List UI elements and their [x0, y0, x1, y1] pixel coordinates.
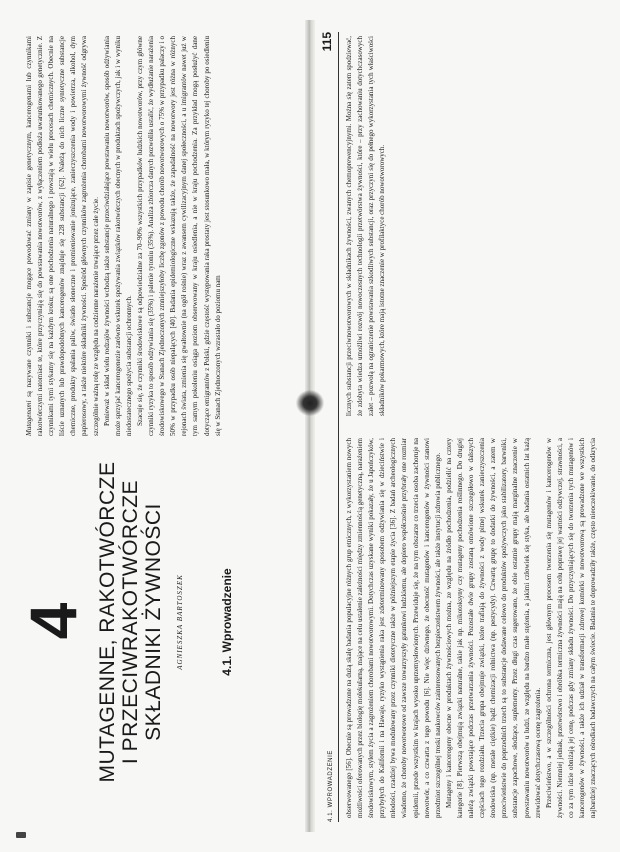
right-page: [318, 24, 610, 828]
chapter-title-line: I PRZECIWRAKOTWÓRCZE: [119, 479, 142, 765]
running-head: [322, 32, 339, 822]
book-gutter: [305, 20, 315, 832]
scan-corner-mark: [16, 832, 26, 838]
chapter-title-line: SKŁADNIKI ŻYWNOŚCI: [142, 503, 165, 741]
body-paragraph: obserwowanego [56]. Obecnie są prowadzone na dużą skalę badania populacyjne różnych grup etnicznych, z wykorzystaniem nowych możliwości oferowanych przez biologię molekularną, mające na celu ustalenie zależności między zmiennością genetyczną, narażeniem środowiskowym, stylem życia a zagrożeniem chorobami nowotworowymi. Dotychczas uzyskane wyniki pokazały, że u Japończyków, przybyłych do Kalifornii i na Hawaje, ryzyko wystąpienia raka jest zdeterminowany sposobem odżywiania się w dzieciństwie i młodości, rzadziej bywa modulowany przez czynniki dietetyczne także w późniejszym etapie życia [36]. Z badań archeologicznych wiadomo, że choroby nowotworowe od zawsze towarzyszyły gatunkowi ludzkiemu, ale dopiero współcześnie przybrały one rozmiar epidemii, przede wszystkim w krajach wysoko uprzemysłowionych. Przewiduje się, że na tym obszarze co trzecia osoba zachoruje na nowotwór, a co czwarta z tego powodu [6]. Nie więc dziwnego, że obecność mutagenów i kancerogenów w żywności stanowi przedmiot szczególnej troski naukowców zainteresowanych bezpieczeństwem żywności, ale także instytucji zdrowia publicznego.: [345, 438, 442, 818]
left-page: [14, 24, 306, 828]
section-heading: 4.1. Wprowadzenie: [220, 568, 234, 676]
chapter-header: [14, 452, 306, 812]
chapter-author: AGNIESZKA BARTOSZEK: [176, 574, 184, 670]
right-body-text: [344, 36, 606, 818]
term-emphasis: Mutagenami: [25, 400, 33, 436]
chapter-number: 4: [16, 604, 90, 640]
body-paragraph: [135, 36, 224, 436]
body-paragraph: Przeciwieństwo, a w szczególności ochrona termiczna, jest głównym procesem tworzenia się mutagenów i kancerogenów w żywności. Niemniej jednak, przetwórstwo i obróbka termiczna żywności mają na celu poprawę jej wartości odżywczej, strawności, a co za tym idzie obniżają jej cenę, podczas gdy zmiany składu żywności. Do przyczyniających się do tworzenia tych mutagenów i kancerogenów w żywności, a także ich udział w transformacji zdrowej komórki w nowotworową są prowadzone we wszystkich najbardziej znaczących ośrodkach badawczych na całym świecie. Badania te doprowadziły także, często nieoczekiwanie, do odkrycia licznych substancji przeciwnowotworowych w składnikach żywności, zwanych chemoprewencyjnymi. Można się zatem spodziewać, że zdobyta wiedza umożliwi rozwój nowoczesnych technologii przetwórstwa żywności, które – przy zachowaniu dotychczasowych zalet – pozwolą na ograniczenie powstawania szkodliwych substancji, oraz przyczyni się do pełnego wykorzystania tych właściwości składników pokarmowych, które mają istotne znaczenie w profilaktyce chorób nowotworowych.: [345, 36, 598, 818]
left-body-text: [24, 36, 300, 436]
running-head-title: 4.1. WPROWADZENIE: [328, 750, 334, 822]
paragraph-text: Ponieważ w skład wielu rodzajów żywności wchodzą także substancje przeciwdziałające powstawaniu nowotworów, sposób odżywiania może sprzyjać kancerogenezie zarówno wskutek spożywania związków rakotwórczych obecnych w produktach spożywczych, jak i w wyniku niedostatecznego spożycia substancji ochronnych.: [102, 36, 133, 436]
paragraph-text: są nazywane czynniki i substancje mogące powodować zmiany w zapisie genetycznym, kancerogenami lub czynnikami rakotwórczymi natomiast te, które przyczyniają się do powstawania nowotworów, z wyłączeniem podłoża uwarunkowanego genetycznie. Z czynnikami tymi stykamy się na każdym kroku; są one pochodzenia naturalnego i powstają w wielu procesach chemicznych. Obecnie na liście uznanych lub prawdopodobnych kancerogenów znajduje się 228 substancji [62]. Należą do nich liczne syntetyczne substancje chemiczne, produkty spalania paliw, światło słoneczne i promieniowanie jonizujące, zanieczyszczenia wody i powietrza, alkohol, dym papierosowy, a także niektóre składniki żywności. Spośród głównych czynników zagrożenia chorobami nowotworowymi żywność odgrywa szczególnie ważną rolę ze względu na codzienne narażenie trwające przez całe życie.: [25, 36, 100, 436]
chapter-title-line: MUTAGENNE, RAKOTWÓRCZE: [96, 461, 119, 783]
body-paragraph: Mutageny i kancerogeny obecne w produktach żywnościowych można, ze względu na źródło pochodzenia, podzielić na cztery kategorie [8]. Pierwszą obejmują związki naturalne, takie jak np. mikotoksyny czy mutageny pochodzenia roślinnego. Do drugiej należą związki powstające podczas przetwarzania żywności. Pozostałe dwie grupy zostaną omówione szczegółowo w dalszych częściach tego rozdziału. Trzecia grupa obejmuje związki, które trafiają do żywności z wody pitnej wskutek zanieczyszczenia środowiska (np. metale ciężkie) bądź chemizacji rolnictwa (np. pestycydy). Czwartą grupę to dodatki do żywności, a zatem w przeciwieństwie do poprzednich trzech są to substancje dodawane celowo do produktów spożywczych jako stabilizatory, barwniki, substancje zapachowe, słodzące, suplementy. Przez długi czas sugerowano, że obie ostatnie grupy mają marginalne znaczenie w powstawaniu nowotworów u ludzi, ze względu na bardzo małe stężenia, a jakimi człowiek się styka, ale badania ostatnich lat każą zrewidować dotychczasową ocenę zagrożenia.: [444, 438, 542, 818]
paragraph-text: Szacuje się, że czynniki środowiskowe są odpowiedzialne za 70–90% wszystkich przypadków ludzkich nowotworów, przy czym główne czynniki ryzyka to sposób odżywiania się (35%) i palenie tytoniu (35%). Analiza zbiorcza danych pozwoliła ustalić, że wydłużanie narażenia środowiskowego w Stanach Zjednoczonych zmniejszyłoby liczbę zgonów z powodu chorób nowotworowych o 75% w przypadku palaczy i o 50% w przypadku osób niepalących [40]. Badania epidemiologiczne wskazują także, że zapadalność na nowotwory jest różna w różnych rejonach świata, zmienia się gwałtownie (na ogół rośnie) wraz z awansem cywilizacyjnym danej społeczności, a u imigrantów nawet już w tym samym pokoleniu osiąga poziom obserwowany w kraju osiedlenia, a nie w kraju pochodzenia. Za przykład mogą posłużyć dane dotyczące emigrantów z Polski, gdzie częstość występowania raka prostaty jest stosunkowo mała, w którym ryzyko tej choroby po osiedleniu się w Stanach Zjednoczonych wzrastało do poziomu nam: [135, 36, 222, 436]
body-paragraph: [102, 36, 135, 436]
page-number: 115: [320, 32, 334, 52]
chapter-title: [96, 432, 165, 812]
body-paragraph: [24, 36, 102, 436]
